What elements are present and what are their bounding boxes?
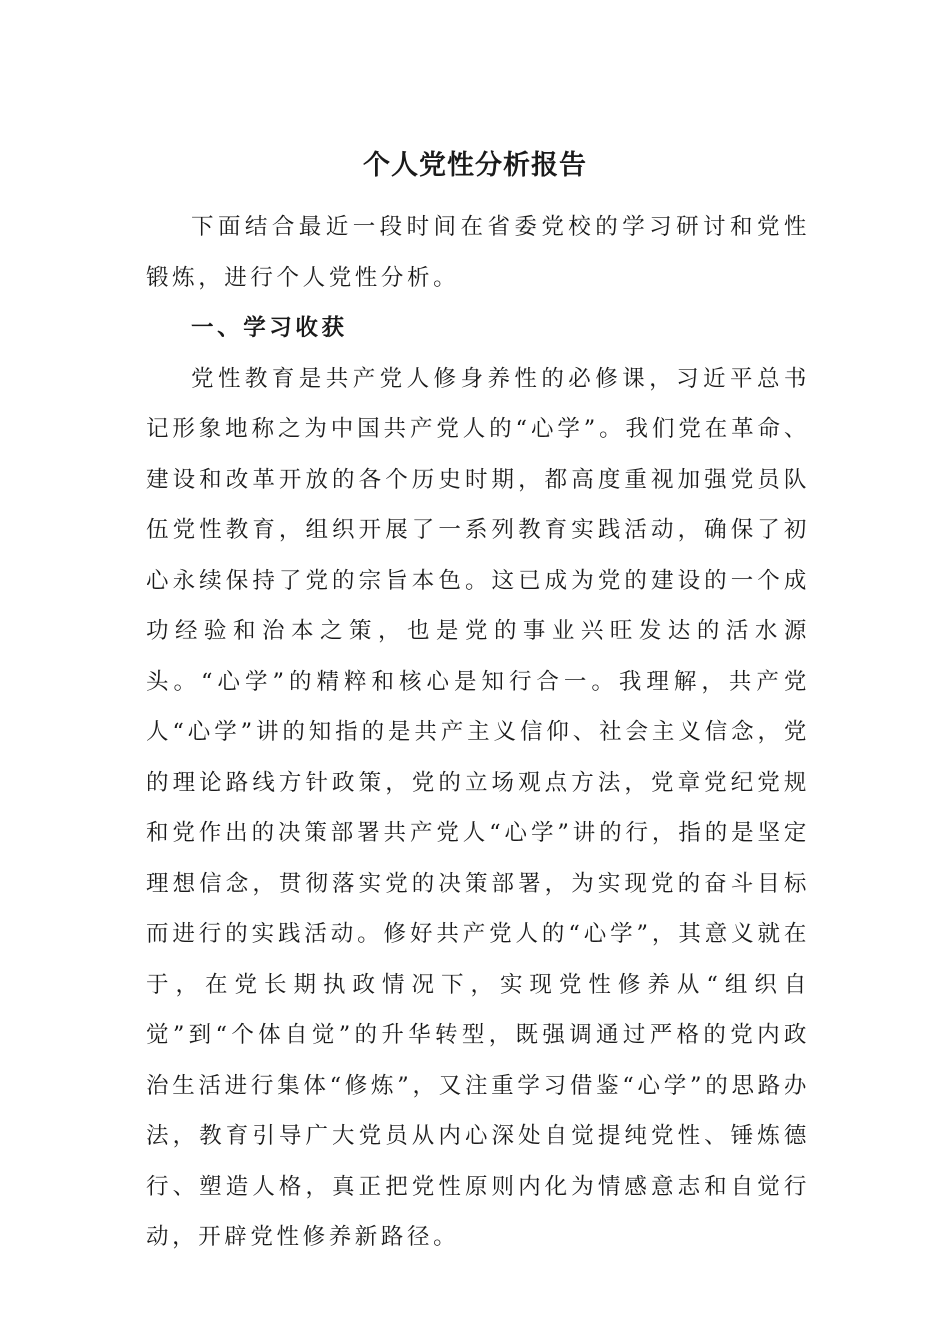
document-body xyxy=(146,202,810,1263)
document-title: 个人党性分析报告 xyxy=(363,150,587,182)
section-heading-learning-gains: 一、学习收获 xyxy=(191,315,348,341)
intro-paragraph: 下面结合最近一段时间在省委党校的学习研讨和党性锻炼，进行个人党性分析。 xyxy=(146,214,810,291)
section-paragraph-learning-gains: 党性教育是共产党人修身养性的必修课，习近平总书记形象地称之为中国共产党人的“心学”。我们党在革命、建设和改革开放的各个历史时期，都高度重视加强党员队伍党性教育，组织开展了一系列教育实践活动，确保了初心永续保持了党的宗旨本色。这已成为党的建设的一个成功经验和治本之策，也是党的事业兴旺发达的活水源头。“心学”的精粹和核心是知行合一。我理解，共产党人“心学”讲的知指的是共产主义信仰、社会主义信念，党的理论路线方针政策，党的立场观点方法，党章党纪党规和党作出的决策部署共产党人“心学”讲的行，指的是坚定理想信念，贯彻落实党的决策部署，为实现党的奋斗目标而进行的实践活动。修好共产党人的“心学”，其意义就在于，在党长期执政情况下，实现党性修养从“组织自觉”到“个体自觉”的升华转型，既强调通过严格的党内政治生活进行集体“修炼”，又注重学习借鉴“心学”的思路办法，教育引导广大党员从内心深处自觉提纯党性、锤炼德行、塑造人格，真正把党性原则内化为情感意志和自觉行动，开辟党性修养新路径。 xyxy=(146,365,810,1250)
